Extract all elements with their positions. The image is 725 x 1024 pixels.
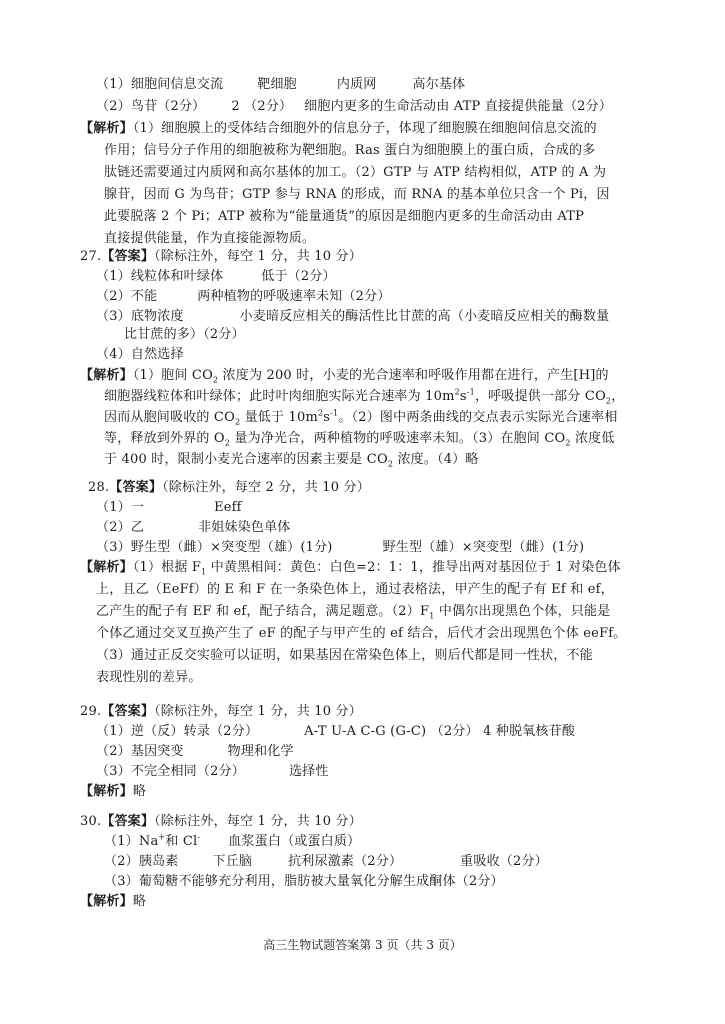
- q27-analysis-1: 【解析】（1）胞间 $CO_2$ 浓度为 200 时，小麦的光合速率和呼吸作用都在进行，产生[H]的: [80, 368, 609, 385]
- q26-analysis-6: 直接提供能量，作为直接能源物质。: [104, 231, 316, 246]
- q29-answer-3: （3）不完全相同（2分） 选择性: [96, 764, 329, 779]
- q27-heading: 27.【答案】（除标注外，每空 1 分，共 10 分）: [80, 249, 362, 264]
- q28-analysis-6: 表现性别的差异。: [96, 670, 202, 685]
- q28-analysis-1: 【解析】（1）根据 $F_1$ 中黄黑相间：黄色：白色=2：1：1，推导出两对基因位于 1 对染色体: [80, 560, 621, 577]
- q28-analysis-5: （3）通过正反交实验可以证明，如果基因在常染色体上，则后代都是同一性状，不能: [96, 648, 593, 663]
- q28-answer-3: （3）野生型（雌）×突变型（雄）(1分) 野生型（雄）×突变型（雌）(1分): [96, 540, 585, 555]
- page-footer: 高三生物试题答案第 3 页（共 3 页）: [263, 938, 462, 952]
- q28-analysis-3: 乙产生的配子有 EF 和 ef，配子结合，满足题意。$(2)F_1$ 中偶尔出现黑色个体，只能是: [96, 604, 611, 621]
- q28-answer-2: （2）乙 非姐妹染色单体: [96, 520, 291, 535]
- q30-analysis: 【解析】略: [80, 894, 147, 909]
- q27-answer-3-cont: 比甘蔗的多）（2分）: [124, 327, 245, 342]
- q27-answer-1: （1）线粒体和叶绿体 低于（2分）: [96, 269, 336, 284]
- q27-analysis-5: 于 400 时，限制小麦光合速率的因素主要是 $CO_2$ 浓度。（4）略: [104, 452, 479, 469]
- q28-heading: 28.【答案】（除标注外，每空 2 分，共 10 分）: [88, 480, 370, 495]
- q27-answer-4: （4）自然选择: [96, 347, 184, 362]
- q26-analysis-1: 【解析】（1）细胞膜上的受体结合细胞外的信息分子，体现了细胞膜在细胞间信息交流的: [80, 121, 597, 136]
- q28-answer-1: （1）一 Eeff: [96, 500, 242, 515]
- q28-analysis-2: 上，且乙（EeFf）的 E 和 F 在一条染色体上，通过表格法，甲产生的配子有 Ef 和 ef，: [96, 582, 614, 597]
- q30-answer-3: （3）葡萄糖不能够充分利用，脂肪被大量氧化分解生成酮体（2分）: [104, 874, 504, 889]
- q29-answer-1: （1）逆（反）转录（2分） A-T U-A C-G (G-C) （2分） 4 种脱氧核苷酸: [96, 724, 576, 739]
- q27-answer-3: （3）底物浓度 小麦暗反应相关的酶活性比甘蔗的高（小麦暗反应相关的酶数量: [96, 309, 610, 324]
- q26-analysis-2: 作用；信号分子作用的细胞被称为靶细胞。Ras 蛋白为细胞膜上的蛋白质，合成的多: [104, 143, 596, 158]
- q26-answer-1: （1）细胞间信息交流 靶细胞 内质网 高尔基体: [96, 77, 466, 92]
- q26-analysis-3: 肽链还需要通过内质网和高尔基体的加工。（2）GTP 与 ATP 结构相似，ATP 的 A 为: [104, 165, 607, 180]
- q29-heading: 29.【答案】（除标注外，每空 1 分，共 10 分）: [80, 704, 362, 719]
- q27-answer-2: （2）不能 两种植物的呼吸速率未知（2分）: [96, 289, 391, 304]
- q30-answer-1: （1）Na+和 Cl- 血浆蛋白（或蛋白质）: [104, 832, 361, 849]
- q27-analysis-2: 细胞器线粒体和叶绿体；此时叶肉细胞实际光合速率为 $10m^2s^{-1}$，呼吸提供一部分 $CO_2$，: [104, 387, 625, 406]
- q30-answer-2: （2）胰岛素 下丘脑 抗利尿激素（2分） 重吸收（2分）: [104, 854, 548, 869]
- q30-heading: 30.【答案】（除标注外，每空 1 分，共 10 分）: [80, 814, 362, 829]
- q27-analysis-3: 因而从胞间吸收的 $CO_2$ 量低于 $10m^2s^{-1}$。（2）图中两条曲线的交点表示实际光合速率相: [104, 408, 618, 427]
- q26-analysis-5: 此要脱落 2 个 Pi；ATP 被称为“能量通货”的原因是细胞内更多的生命活动由 ATP: [104, 209, 585, 224]
- q29-answer-2: （2）基因突变 物理和化学: [96, 744, 294, 759]
- q27-analysis-4: 等，释放到外界的 $O_2$ 量为净光合，两种植物的呼吸速率未知。（3）在胞间 $CO_2$ 浓度低: [104, 431, 615, 448]
- q29-analysis: 【解析】略: [80, 784, 147, 799]
- q28-analysis-4: 个体乙通过交叉互换产生了 eF 的配子与甲产生的 ef 结合，后代才会出现黑色个体 eeFf。: [96, 626, 627, 641]
- q26-analysis-4: 腺苷，因而 G 为鸟苷；GTP 参与 RNA 的形成，而 RNA 的基本单位只含一个 Pi，因: [104, 187, 610, 202]
- q26-answer-2: （2）鸟苷（2分） 2 （2分） 细胞内更多的生命活动由 ATP 直接提供能量（2分）: [96, 99, 613, 114]
